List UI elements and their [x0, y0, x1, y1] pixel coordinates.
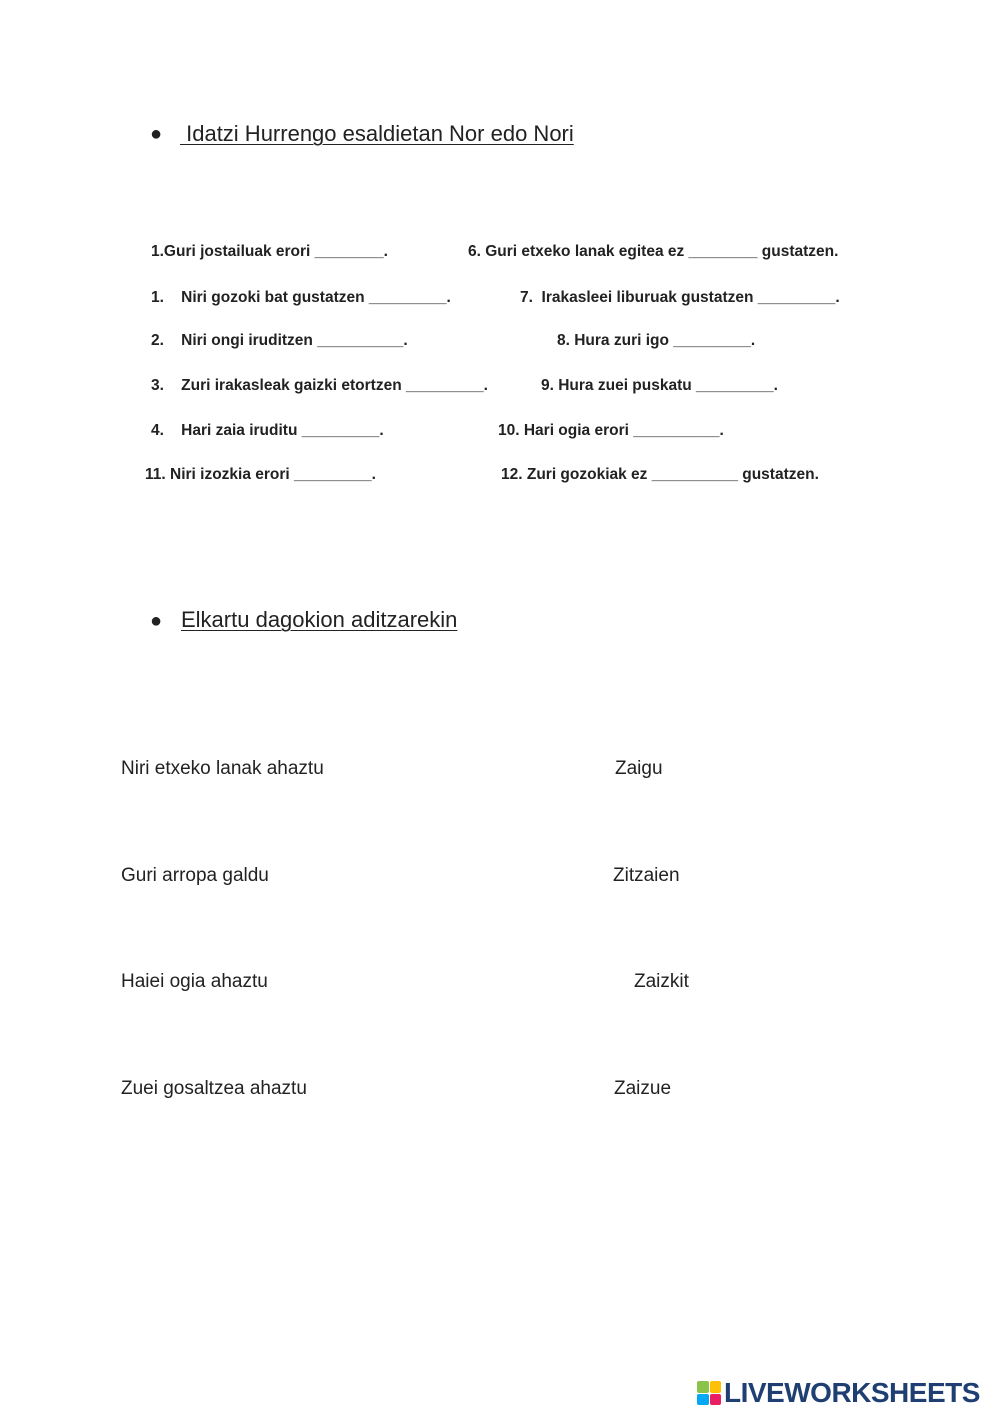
- liveworksheets-logo-icon: [697, 1381, 721, 1405]
- exercise-item: 7. Irakasleei liburuak gustatzen _________.: [520, 289, 840, 306]
- exercise-item: 1.Guri jostailuak erori ________.: [151, 243, 388, 260]
- exercise-item: 12. Zuri gozokiak ez __________ gustatzen.: [501, 466, 819, 483]
- exercise-item: 4. Hari zaia iruditu _________.: [151, 422, 384, 439]
- exercise-item: 11. Niri izozkia erori _________.: [145, 466, 376, 483]
- logo-text: LIVEWORKSHEETS: [724, 1377, 980, 1408]
- bullet-icon: ●: [150, 123, 163, 145]
- exercise-item: 2. Niri ongi iruditzen __________.: [151, 332, 408, 349]
- exercise-item: 10. Hari ogia erori __________.: [498, 422, 724, 439]
- match-verb: Zaizkit: [634, 971, 689, 992]
- match-verb: Zitzaien: [613, 865, 680, 886]
- match-verb: Zaigu: [615, 758, 663, 779]
- match-phrase: Niri etxeko lanak ahaztu: [121, 758, 324, 779]
- section-heading-matching: Elkartu dagokion aditzarekin: [181, 607, 458, 632]
- match-phrase: Haiei ogia ahaztu: [121, 971, 268, 992]
- exercise-item: 8. Hura zuri igo _________.: [557, 332, 756, 349]
- exercise-item: 6. Guri etxeko lanak egitea ez ________ gustatzen.: [468, 243, 839, 260]
- liveworksheets-logo: [697, 1378, 980, 1408]
- match-phrase: Zuei gosaltzea ahaztu: [121, 1078, 307, 1099]
- exercise-item: 9. Hura zuei puskatu _________.: [541, 377, 778, 394]
- bullet-icon: ●: [150, 610, 163, 632]
- exercise-item: 1. Niri gozoki bat gustatzen _________.: [151, 289, 451, 306]
- match-verb: Zaizue: [614, 1078, 672, 1099]
- exercise-item: 3. Zuri irakasleak gaizki etortzen _________.: [151, 377, 488, 394]
- section-heading-fill-in: Idatzi Hurrengo esaldietan Nor edo Nori: [180, 121, 574, 146]
- match-phrase: Guri arropa galdu: [121, 865, 269, 886]
